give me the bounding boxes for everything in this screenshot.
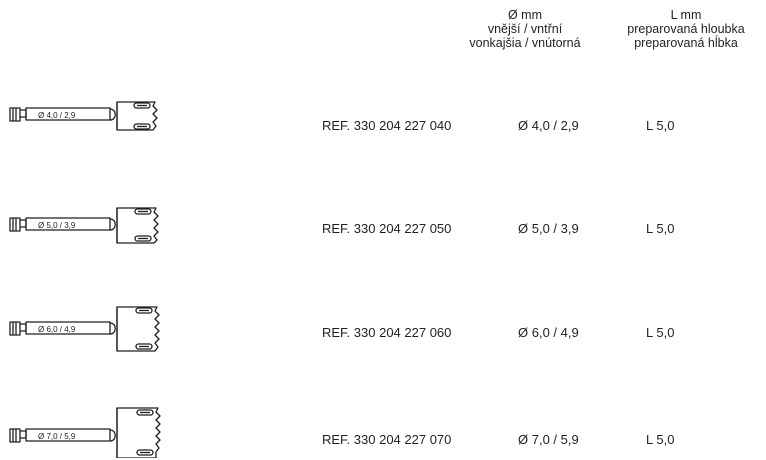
length-header-sk: preparovaná hĺbka <box>634 36 738 50</box>
length-header-unit: L mm <box>670 8 702 22</box>
drill-size-label: Ø 4,0 / 2,9 <box>38 111 76 120</box>
drill-size-label: Ø 5,0 / 3,9 <box>38 221 76 230</box>
length-value: L 5,0 <box>646 118 675 133</box>
product-row <box>0 196 766 256</box>
diameter-header-cz: vnější / vntřní <box>487 22 563 36</box>
ref-number: REF. 330 204 227 050 <box>322 221 452 236</box>
ref-number: REF. 330 204 227 040 <box>322 118 452 133</box>
product-row <box>0 398 766 458</box>
length-column-header <box>606 8 766 50</box>
drill-size-label: Ø 7,0 / 5,9 <box>38 432 76 441</box>
trephine-drill-icon <box>4 196 174 256</box>
length-value: L 5,0 <box>646 432 675 447</box>
ref-number: REF. 330 204 227 070 <box>322 432 452 447</box>
length-value: L 5,0 <box>646 325 675 340</box>
ref-number: REF. 330 204 227 060 <box>322 325 452 340</box>
product-row <box>0 297 766 357</box>
diameter-value: Ø 6,0 / 4,9 <box>518 325 579 340</box>
trephine-drill-icon <box>4 297 174 357</box>
diameter-header-sk: vonkajšia / vnútorná <box>469 36 581 50</box>
product-row <box>0 92 766 152</box>
diameter-value: Ø 7,0 / 5,9 <box>518 432 579 447</box>
diameter-value: Ø 5,0 / 3,9 <box>518 221 579 236</box>
diameter-header-unit: Ø mm <box>507 8 543 22</box>
diameter-column-header <box>444 8 606 50</box>
trephine-drill-icon <box>4 92 174 152</box>
length-value: L 5,0 <box>646 221 675 236</box>
trephine-drill-icon <box>4 398 174 458</box>
drill-size-label: Ø 6,0 / 4,9 <box>38 325 76 334</box>
diameter-value: Ø 4,0 / 2,9 <box>518 118 579 133</box>
length-header-cz: preparovaná hloubka <box>627 22 745 36</box>
